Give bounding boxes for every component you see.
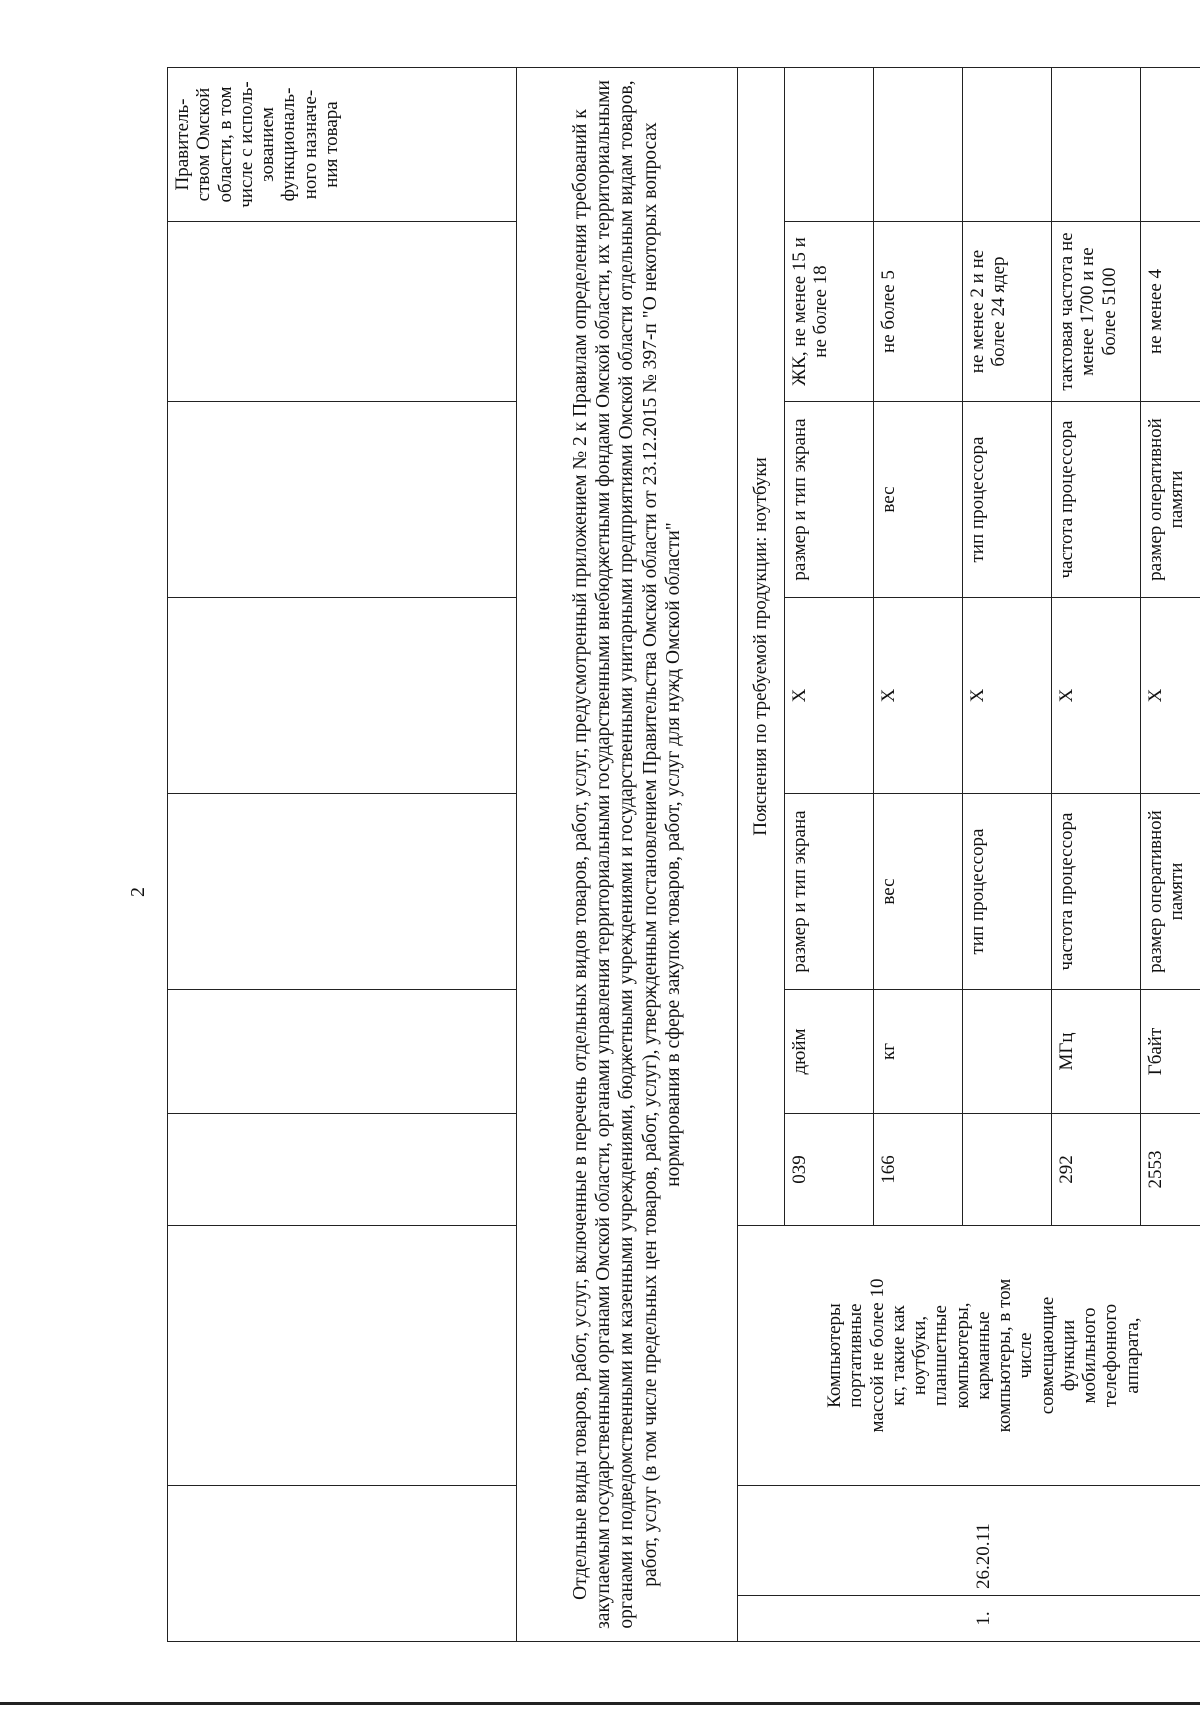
characteristic-value: тактовая частота не менее 1700 и не более 5100 — [1052, 222, 1141, 402]
value-a: X — [785, 598, 874, 794]
characteristic: вес — [874, 794, 963, 990]
value-a: X — [1052, 598, 1141, 794]
note-row — [517, 68, 738, 1642]
characteristic-value: не менее 2 и не более 24 ядер — [963, 222, 1052, 402]
value-a: X — [874, 598, 963, 794]
header-cell-8 — [168, 222, 517, 402]
empty-cell — [874, 68, 963, 222]
header-cell-4 — [168, 990, 517, 1114]
edge-rule — [0, 1702, 1200, 1705]
okei-code: 039 — [785, 1114, 874, 1226]
empty-cell — [963, 68, 1052, 222]
value-a: X — [963, 598, 1052, 794]
empty-cell — [785, 68, 874, 222]
explanation-text: Пояснения по требуемой продукции: ноутбуки — [738, 68, 785, 1226]
value-a: X — [1141, 598, 1200, 794]
okei-code — [963, 1114, 1052, 1226]
okei-code: 2553 — [1141, 1114, 1200, 1226]
header-cell-2 — [168, 1226, 517, 1486]
header-cell-6 — [168, 598, 517, 794]
characteristic-2: тип процессора — [963, 402, 1052, 598]
page-number: 2 — [127, 887, 149, 897]
item-name: Компьютеры портативные массой не более 10 кг, такие как ноутбуки, планшетные компьютеры, карманные компьютеры, в том числе совмещающие функции мобильного телефонного аппарата, — [738, 1226, 1200, 1486]
characteristic-2: вес — [874, 402, 963, 598]
characteristic-2: частота процессора — [1052, 402, 1141, 598]
empty-cell — [1141, 68, 1200, 222]
unit-name: кг — [874, 990, 963, 1114]
header-cell-3 — [168, 1114, 517, 1226]
header-cell-5 — [168, 794, 517, 990]
empty-cell — [1052, 68, 1141, 222]
unit-name — [963, 990, 1052, 1114]
characteristic: тип процессора — [963, 794, 1052, 990]
rotated-table-container — [167, 68, 1188, 1642]
characteristic: размер и тип экрана — [785, 794, 874, 990]
item-number: 1. — [738, 1596, 1200, 1642]
note-text: Отдельные виды товаров, работ, услуг, включенные в перечень отдельных видов товаров, работ, услуг, предусмотренный приложением № 2 к Правилам определения требований к закупаемым государственными органами Омской области, органами управления территориальными государственными внебюджетными фондами Омской области, их территориальными органами и подведомственными им казенными учреждениями, бюджетными учреждениями и государственными унитарными предприятиями Омской области отдельным видам товаров, работ, услуг (в том числе предельных цен товаров, работ, услуг), утвержденным постановлением Правительства Омской области от 23.12.2015 № 397-п "О некоторых вопросах нормирования в сфере закупок товаров, работ, услуг для нужд Омской области" — [517, 68, 738, 1642]
characteristic-value: не более 5 — [874, 222, 963, 402]
header-cell-1 — [168, 1486, 517, 1642]
characteristic: частота процессора — [1052, 794, 1141, 990]
okei-code: 292 — [1052, 1114, 1141, 1226]
unit-name: МГц — [1052, 990, 1141, 1114]
explanation-row — [738, 68, 785, 1642]
characteristic-value: ЖК, не менее 15 и не более 18 — [785, 222, 874, 402]
header-cell-7 — [168, 402, 517, 598]
characteristic-2: размер оперативной памяти — [1141, 402, 1200, 598]
item-code: 26.20.11 — [738, 1486, 1200, 1596]
characteristic-2: размер и тип экрана — [785, 402, 874, 598]
requirements-table — [167, 67, 1200, 1642]
unit-name: дюйм — [785, 990, 874, 1114]
okei-code: 166 — [874, 1114, 963, 1226]
characteristic-value: не менее 4 — [1141, 222, 1200, 402]
characteristic: размер оперативной памяти — [1141, 794, 1200, 990]
table-header-row — [168, 68, 517, 1642]
unit-name: Гбайт — [1141, 990, 1200, 1114]
header-cell-approved: Правитель- ством Омской области, в том числе с исполь- зованием функциональ- ного назначе- ния товара — [168, 68, 517, 222]
